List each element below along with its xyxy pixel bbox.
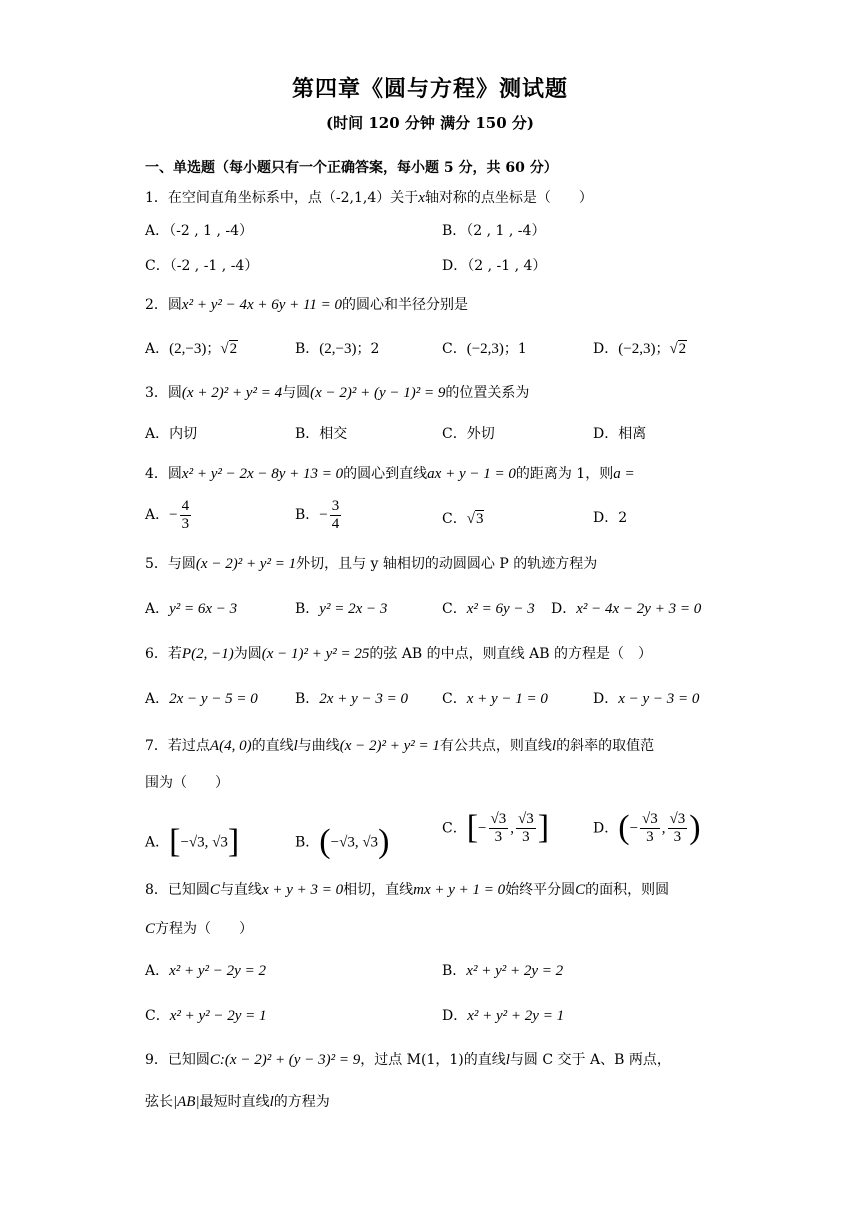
page-subtitle: (时间 120 分钟 满分 150 分) [326,114,534,132]
q5-option-c: C．x² = 6y − 3 [442,601,535,617]
question-8-line-2: C方程为（ ） [145,921,254,937]
q2-option-d: D．(−2,3)；√2 [593,341,687,357]
question-1: 1．在空间直角坐标系中，点（-2,1,4）关于x轴对称的点坐标是（ ） [145,190,593,206]
q3-option-c: C．外切 [442,426,495,442]
question-3: 3．圆(x + 2)² + y² = 4与圆(x − 2)² + (y − 1)² = 9的位置关系为 [145,385,530,401]
q7-option-d: D．(− $\frac{√3}{3}$ , $\frac{√3}{3}$ ) [593,809,701,846]
q5-option-b: B．y² = 2x − 3 [295,601,388,617]
question-6: 6．若P(2, −1)为圆(x − 1)² + y² = 25的弦 AB 的中点，则直线 AB 的方程是（ ） [145,646,652,662]
q8-option-d: D．x² + y² + 2y = 1 [442,1008,565,1024]
question-5: 5．与圆(x − 2)² + y² = 1外切，且与 y 轴相切的动圆圆心 P 的轨迹方程为 [145,556,598,572]
q4-option-b: B．− $\frac{3}{4}$ [295,498,340,532]
q5-option-a: A．y² = 6x − 3 [145,601,238,617]
fraction: $\frac{√3}{3}$ [669,811,686,845]
q6-option-d: D．x − y − 3 = 0 [593,691,700,707]
q6-option-b: B．2x + y − 3 = 0 [295,691,408,707]
fraction: $\frac{√3}{3}$ [518,811,534,845]
q7-option-c: C．[− $\frac{√3}{3}$ , $\frac{√3}{3}$ ] [442,809,550,846]
question-4: 4．圆x² + y² − 2x − 8y + 13 = 0的圆心到直线ax + y − 1 = 0的距离为 1，则a = [145,466,635,482]
q1-option-a: A．（-2 , 1 , -4） [145,223,253,239]
q3-option-b: B．相交 [295,426,348,442]
question-2: 2．圆x² + y² − 4x + 6y + 11 = 0的圆心和半径分别是 [145,297,469,313]
q3-option-d: D．相离 [593,426,647,442]
question-9-line-2: 弦长|AB|最短时直线l的方程为 [145,1094,330,1110]
q2-option-b: B．(2,−3)；2 [295,341,380,357]
q7-option-b: B．(−√3, √3) [295,823,390,860]
q6-option-a: A．2x − y − 5 = 0 [145,691,258,707]
section-heading: 一、单选题（每小题只有一个正确答案，每小题 5 分，共 60 分） [145,160,558,176]
fraction: $\frac{3}{4}$ [331,498,340,532]
page-title: 第四章《圆与方程》测试题 [291,76,568,102]
fraction: $\frac{√3}{3}$ [642,811,658,845]
q4-option-a: A．− $\frac{4}{3}$ [145,498,190,532]
q6-option-c: C．x + y − 1 = 0 [442,691,548,707]
question-7-line-2: 围为（ ） [145,775,229,791]
q1-option-c: C．（-2 , -1 , -4） [145,258,259,274]
fraction: $\frac{√3}{3}$ [490,811,507,845]
fraction: $\frac{4}{3}$ [181,498,190,532]
q8-option-a: A．x² + y² − 2y = 2 [145,963,266,979]
q1-option-d: D．（2 , -1 , 4） [442,258,547,274]
q3-option-a: A．内切 [145,426,198,442]
q1-option-b: B．（2 , 1 , -4） [442,223,546,239]
q2-option-c: C．(−2,3)；1 [442,341,527,357]
q5-option-d: D．x² − 4x − 2y + 3 = 0 [551,601,702,617]
q4-option-c: C．√3 [442,511,484,527]
question-7: 7．若过点A(4, 0)的直线l与曲线(x − 2)² + y² = 1有公共点，则直线l的斜率的取值范 [145,738,655,754]
q8-option-b: B．x² + y² + 2y = 2 [442,963,564,979]
question-9: 9．已知圆C:(x − 2)² + (y − 3)² = 9，过点 M(1，1)的直线l与圆 C 交于 A、B 两点， [145,1052,671,1068]
q8-option-c: C．x² + y² − 2y = 1 [145,1008,267,1024]
q2-option-a: A．(2,−3)；√2 [145,341,238,357]
q7-option-a: A．[−√3, √3] [145,823,240,860]
q4-option-d: D．2 [593,510,628,526]
question-8: 8．已知圆C与直线x + y + 3 = 0相切，直线mx + y + 1 = 0始终平分圆C的面积，则圆 [145,882,670,898]
